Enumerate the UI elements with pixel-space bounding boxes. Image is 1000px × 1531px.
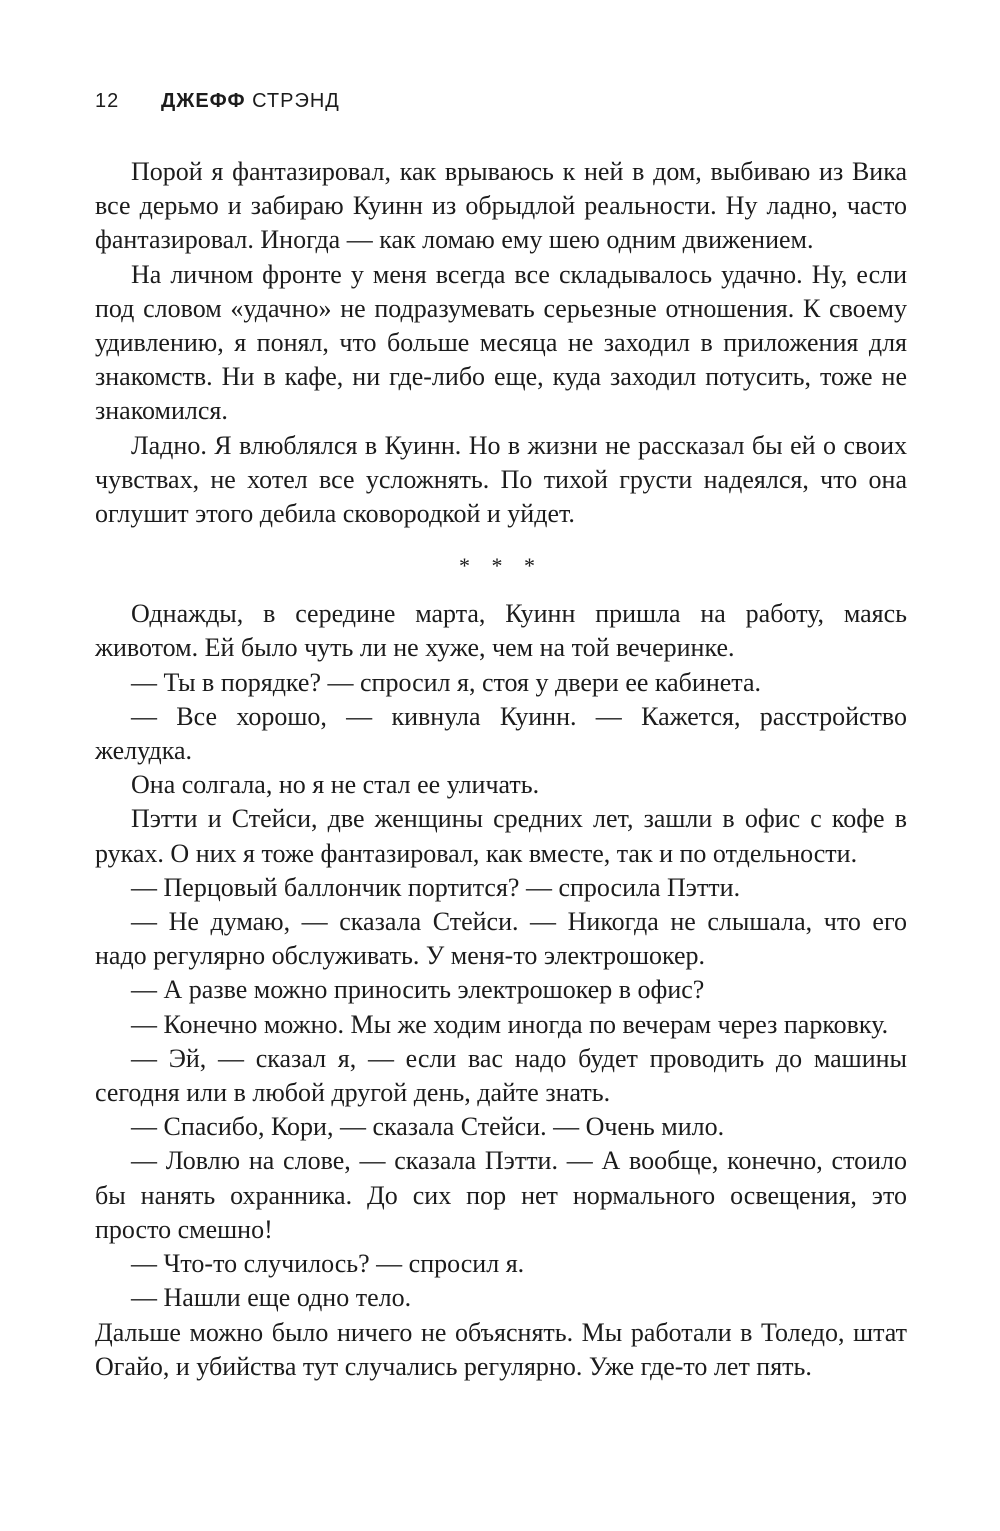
section-separator: * * * <box>459 553 543 579</box>
paragraph: Она солгала, но я не стал ее уличать. <box>131 770 540 800</box>
dialogue-line: — Нашли еще одно тело. <box>131 1283 412 1313</box>
body-text <box>95 155 907 1384</box>
paragraph: Пэтти и Стейси, две женщины средних лет, зашли в офис с кофе в руках. О них я тоже фантазировал, как вместе, так и по отдельности. <box>95 804 907 868</box>
dialogue-line: — Перцовый баллончик портится? — спросила Пэтти. <box>131 872 741 902</box>
paragraph: Однажды, в середине марта, Куинн пришла на работу, маясь животом. Ей было чуть ли не хуже, чем на той вечеринке. <box>95 599 907 663</box>
dialogue-line: — А разве можно приносить электрошокер в офис? <box>131 975 705 1005</box>
page-number: 12 <box>95 90 120 112</box>
running-head <box>95 90 340 120</box>
paragraph: Ладно. Я влюблялся в Куинн. Но в жизни не рассказал бы ей о своих чувствах, не хотел все усложнять. По тихой грусти надеялся, что она оглушит этого дебила сковородкой и уйдет. <box>95 430 907 529</box>
paragraph: Дальше можно было ничего не объяснять. Мы работали в Толедо, штат Огайо, и убийства тут случались регулярно. Уже где-то лет пять. <box>95 1317 907 1381</box>
dialogue-line: — Спасибо, Кори, — сказала Стейси. — Очень мило. <box>131 1112 725 1142</box>
dialogue-line: — Все хорошо, — кивнула Куинн. — Кажется, расстройство желудка. <box>95 701 907 766</box>
dialogue-line: — Что-то случилось? — спросил я. <box>131 1249 525 1279</box>
paragraph: На личном фронте у меня всегда все складывалось удачно. Ну, если под словом «удачно» не подразумевать серьезные отношения. К своему удивлению, я понял, что больше месяца не заходил в приложения для знакомств. Ни в кафе, ни где-либо еще, куда заходил потусить, тоже не знакомился. <box>95 259 907 426</box>
dialogue-line: — Ты в порядке? — спросил я, стоя у двери ее кабинета. <box>131 667 761 697</box>
dialogue-line: — Не думаю, — сказала Стейси. — Никогда не слышала, что его надо регулярно обслуживать. У меня-то электрошокер. <box>95 907 907 971</box>
paragraph: Порой я фантазировал, как врываюсь к ней в дом, выбиваю из Вика все дерьмо и забираю Куинн из обрыдлой реальности. Ну ладно, часто фантазировал. Иногда — как ломаю ему шею одним движением. <box>95 157 907 255</box>
dialogue-line: — Конечно можно. Мы же ходим иногда по вечерам через парковку. <box>131 1009 889 1039</box>
dialogue-line: — Ловлю на слове, — сказала Пэтти. — А вообще, конечно, стоило бы нанять охранника. До сих пор нет нормального освещения, это просто смешно! <box>95 1146 907 1244</box>
author-first-name: ДЖЕФФ <box>161 90 246 112</box>
author-last-name: СТРЭНД <box>252 90 340 112</box>
dialogue-line: — Эй, — сказал я, — если вас надо будет проводить до машины сегодня или в любой другой день, дайте знать. <box>95 1043 907 1108</box>
